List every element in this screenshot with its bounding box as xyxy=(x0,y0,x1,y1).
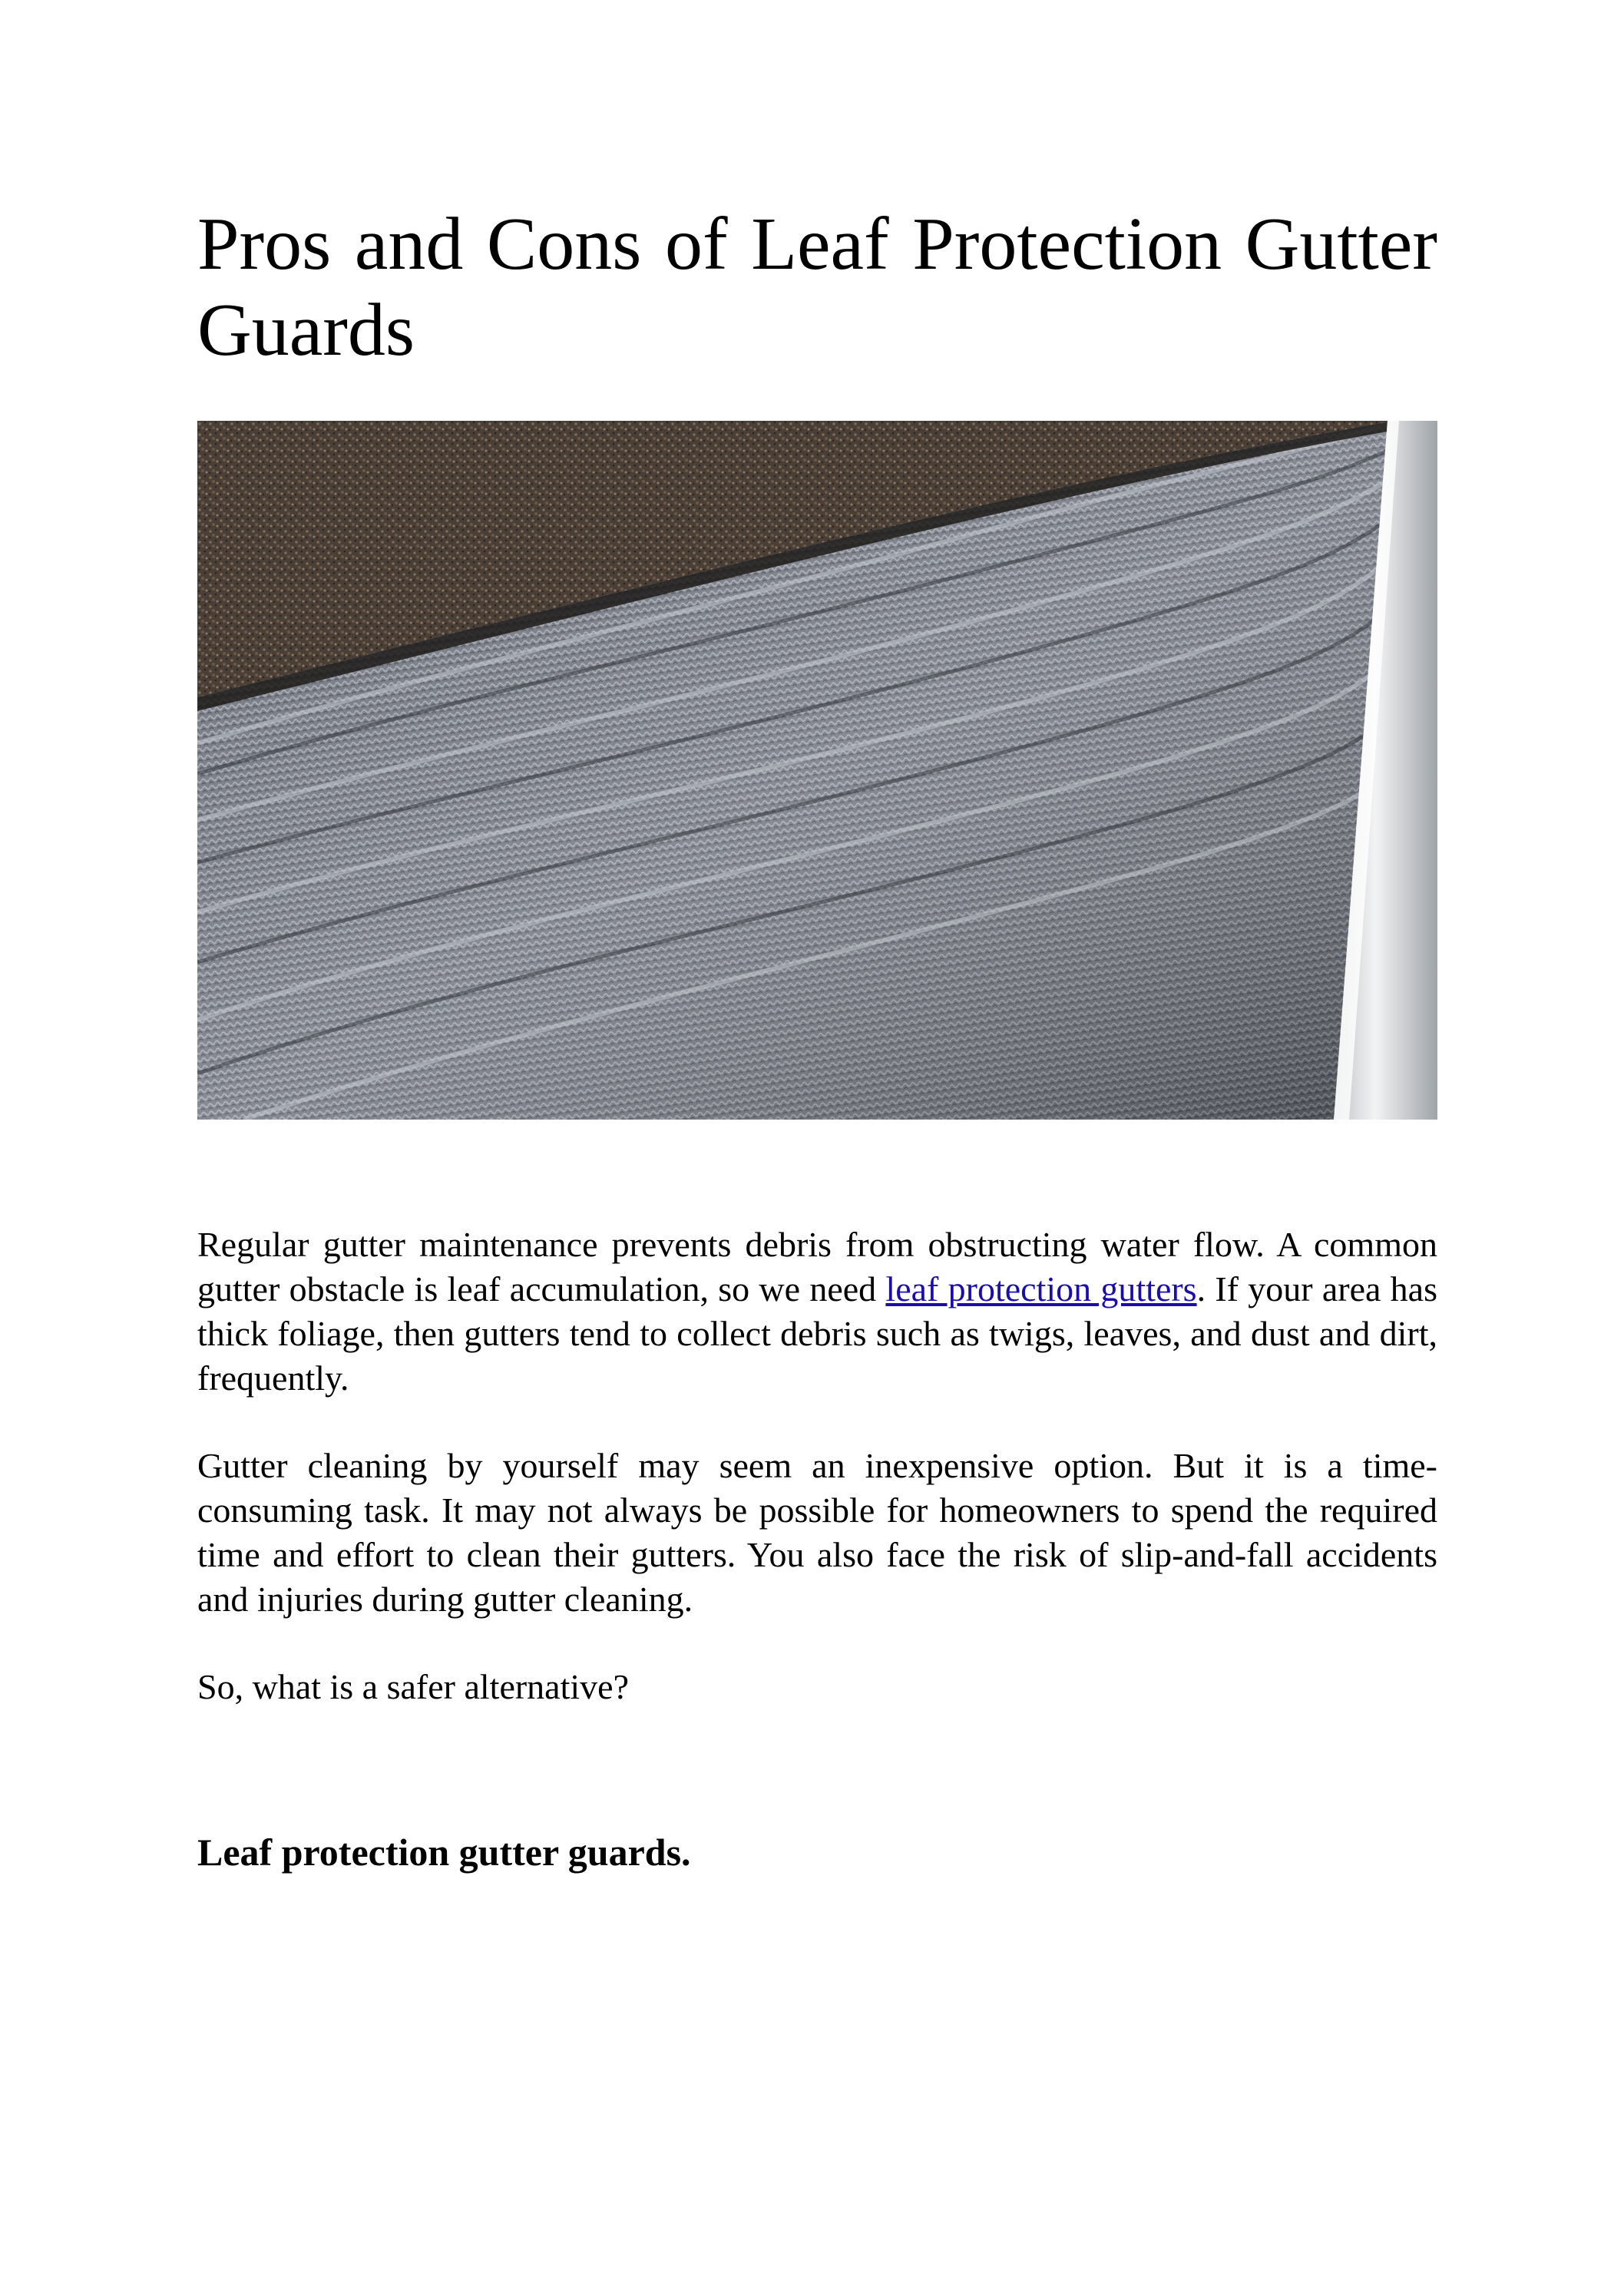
cleaning-paragraph: Gutter cleaning by yourself may seem an inexpensive option. But it is a time-consuming task. It may not always be possible for homeowners to spend the required time and effort to clean their gutters. You also face the risk of slip-and-fall accidents and injuries during gutter cleaning. xyxy=(197,1446,1437,1619)
section-heading: Leaf protection gutter guards. xyxy=(197,1831,691,1874)
gutter-guard-mesh-photo-graphic xyxy=(197,421,1437,1120)
gutter-guard-mesh-photo xyxy=(197,421,1437,1120)
intro-text-end: . If your area has thick foliage, then gutters tend to collect debris such as twigs, leaves, and dust and dirt, frequently. xyxy=(197,1269,1438,1398)
question-paragraph: So, what is a safer alternative? xyxy=(197,1667,629,1706)
leaf-protection-gutters-link[interactable]: leaf protection gutters xyxy=(885,1269,1197,1308)
intro-paragraph xyxy=(197,1222,1437,1401)
intro-text-start: Regular gutter maintenance prevents debris from obstructing water flow. A common gutter obstacle is leaf accumulation, so we need xyxy=(197,1225,1437,1308)
page-title: Pros and Cons of Leaf Protection Gutter Guards xyxy=(197,203,1437,372)
